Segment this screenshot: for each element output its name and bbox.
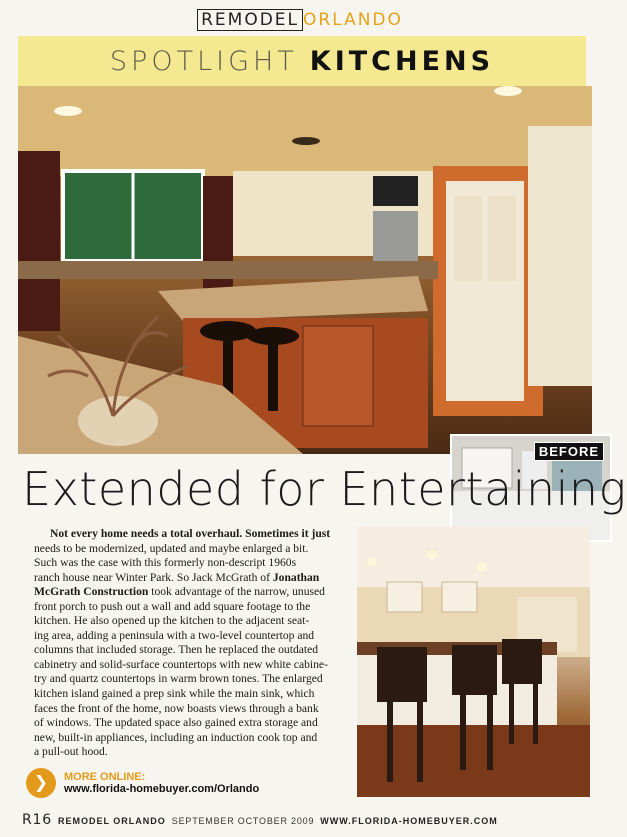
footer-brand: REMODEL ORLANDO — [57, 816, 166, 826]
chevron-right-icon: ❯ — [26, 768, 56, 798]
section-banner — [18, 36, 586, 86]
banner-kitchens: KITCHENS — [309, 45, 495, 77]
company-name-a: Jonathan — [272, 570, 320, 584]
body-line-13: of windows. The updated space also gained extra storage and — [34, 716, 318, 730]
more-online-label: MORE ONLINE: — [64, 771, 146, 783]
page-number: R16 — [22, 812, 52, 828]
body-line-9: cabinetry and solid-surface countertops with new white cabine- — [34, 657, 328, 671]
page-footer — [22, 812, 592, 828]
article-body — [34, 527, 346, 760]
hero-kitchen-photo — [18, 86, 599, 459]
body-line-11: kitchen island gained a prep sink while the main sink, which — [34, 687, 315, 701]
masthead-remodel: REMODEL — [197, 9, 303, 31]
body-line-6: kitchen. He also opened up the kitchen to the adjacent seat- — [34, 614, 310, 628]
body-line-8: columns that included storage. Then he replaced the outdated — [34, 643, 319, 657]
more-online[interactable] — [26, 768, 259, 798]
masthead-orlando: ORLANDO — [303, 10, 403, 30]
body-line-15: a pull-out hood. — [34, 745, 108, 759]
before-label: BEFORE — [534, 442, 604, 461]
more-online-url[interactable]: www.florida-homebuyer.com/Orlando — [64, 783, 260, 795]
body-line-2: Such was the case with this formerly non-descript 1960s — [34, 556, 297, 570]
banner-spotlight: SPOTLIGHT — [109, 45, 298, 77]
body-line-7: ing area, adding a peninsula with a two-level countertop and — [34, 628, 315, 642]
body-line-5: front porch to push out a wall and add square footage to the — [34, 599, 311, 613]
masthead — [0, 10, 600, 30]
body-line-12: faces the front of the home, now boasts views through a bank — [34, 701, 319, 715]
after-illustration — [357, 527, 590, 797]
body-line-3: ranch house near Winter Park. So Jack McGrath of Jonathan — [34, 570, 320, 584]
body-line-10: try and quartz countertops in warm brown tones. The enlarged — [34, 672, 323, 686]
after-kitchen-photo — [357, 527, 590, 797]
footer-url: WWW.FLORIDA-HOMEBUYER.COM — [320, 816, 498, 826]
body-line-14: new, built-in appliances, including an induction cook top and — [34, 730, 318, 744]
article-headline: Extended for Entertaining — [22, 462, 627, 516]
body-lead: Not every home needs a total overhaul. Sometimes it just — [50, 527, 331, 540]
company-name-b: McGrath Construction — [34, 585, 149, 599]
footer-issue: SEPTEMBER OCTOBER 2009 — [171, 816, 315, 826]
body-line-4: McGrath Construction took advantage of the narrow, unused — [34, 585, 325, 599]
hero-illustration — [18, 86, 592, 454]
body-line-1: needs to be modernized, updated and maybe enlarged a bit. — [34, 541, 309, 555]
